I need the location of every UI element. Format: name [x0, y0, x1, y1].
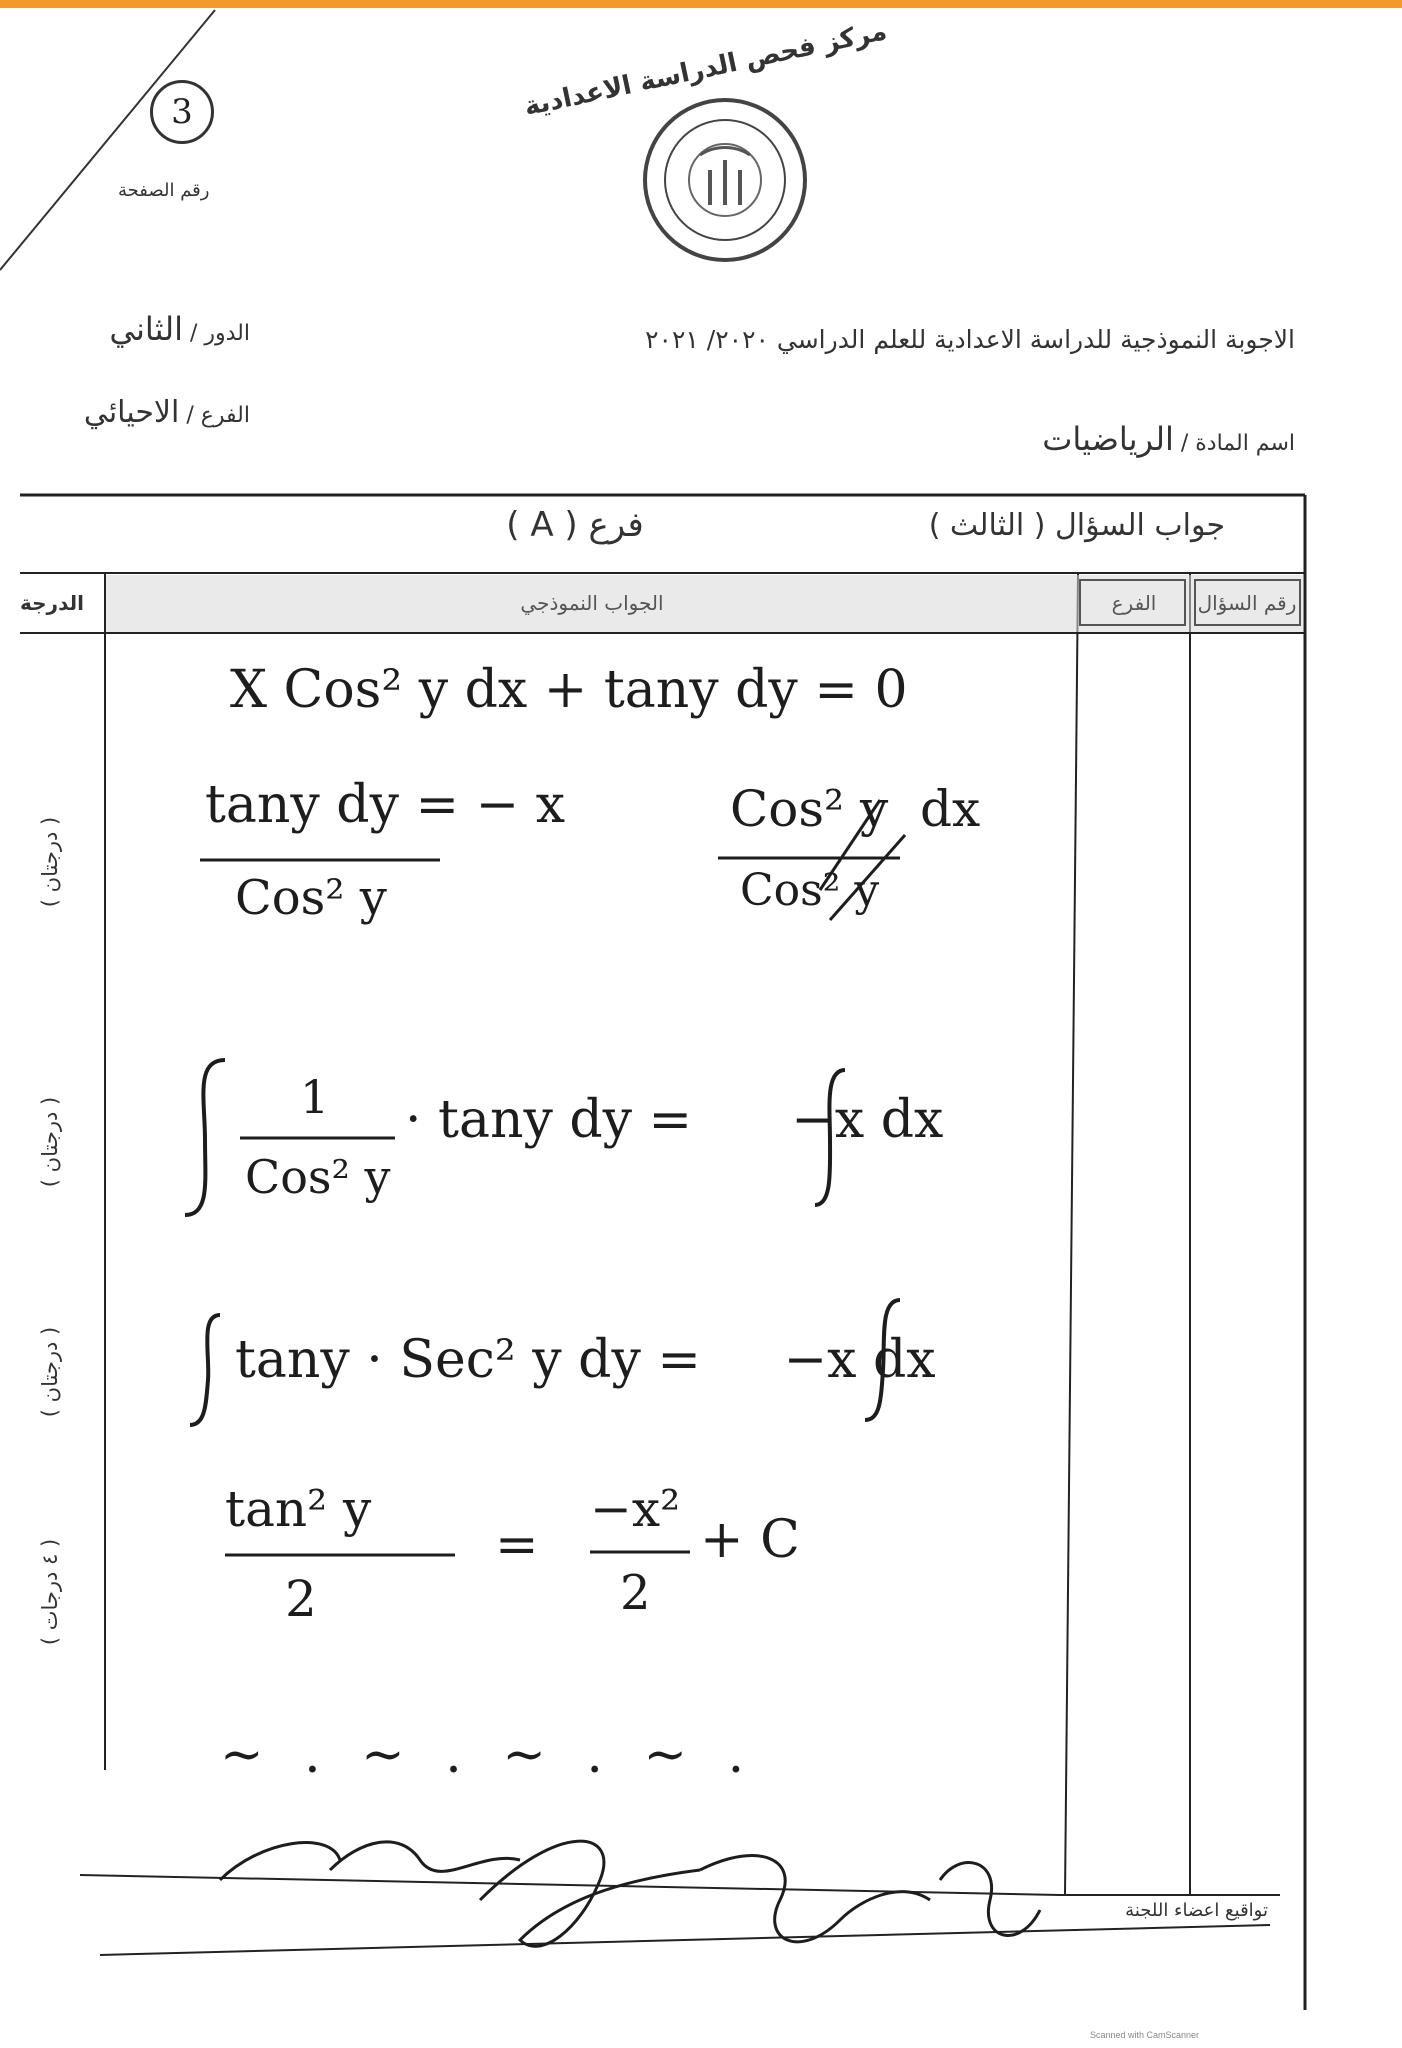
subject-field	[730, 420, 1295, 458]
session-value: الثاني	[109, 310, 183, 348]
subject-label: اسم المادة /	[1180, 431, 1295, 456]
solution-line-3-rest: · tany dy = −x dx	[405, 1090, 944, 1150]
solution-line-3-denominator: Cos² y	[245, 1150, 391, 1204]
grade-annotation: ( درجتان )	[38, 1096, 62, 1188]
solution-line-5-numerator-right: −x²	[590, 1480, 681, 1538]
question-label: جواب السؤال ( الثالث )	[928, 508, 1225, 543]
session-label: الدور /	[189, 321, 250, 346]
solution-line-4: tany · Sec² y dy = −x dx	[235, 1330, 936, 1390]
solution-line-5-constant: + C	[700, 1510, 800, 1570]
question-part-label: فرع ( A )	[506, 505, 644, 545]
solution-line-2-denominator-left: Cos² y	[235, 870, 387, 926]
document-title: الاجوبة النموذجية للدراسة الاعدادية للعلم الدراسي ٢٠٢٠/ ٢٠٢١	[645, 325, 1295, 354]
solution-line-5-denominator-right: 2	[620, 1565, 651, 1621]
branch-label: الفرع /	[186, 403, 250, 428]
col-part: الفرع	[1111, 591, 1157, 615]
scanner-watermark: Scanned with CamScanner	[1090, 2030, 1200, 2040]
subject-value: الرياضيات	[1042, 420, 1174, 458]
col-question-no: رقم السؤال	[1197, 591, 1297, 615]
col-grade: الدرجة	[20, 591, 84, 615]
end-marks: ~ . ~ . ~ . ~ .	[220, 1725, 757, 1785]
solution-line-3-numerator: 1	[300, 1070, 330, 1124]
center-name: مركز فحص الدراسة الاعدادية	[521, 16, 890, 123]
page-number-badge	[150, 80, 214, 144]
branch-field	[0, 395, 250, 430]
grade-annotation: ( درجتان )	[38, 816, 62, 908]
solution-line-2: tany dy = − x	[205, 775, 566, 835]
committee-signatures-label: تواقيع اعضاء اللجنة	[1125, 1900, 1268, 1921]
solution-line-5-numerator-left: tan² y	[225, 1480, 372, 1538]
solution-line-5-equals: =	[495, 1515, 539, 1575]
solution-line-5-denominator-left: 2	[285, 1570, 317, 1628]
solution-line-2-denominator-right: Cos² y	[740, 865, 880, 916]
page-number: 3	[171, 92, 193, 132]
page-number-label: رقم الصفحة	[118, 180, 210, 201]
session-field	[0, 310, 250, 348]
col-answer: الجواب النموذجي	[520, 591, 664, 615]
solution-line-2-numerator: Cos² y dx	[730, 780, 981, 838]
solution-line-1: X Cos² y dx + tany dy = 0	[230, 660, 908, 720]
institution-seal	[640, 95, 810, 265]
branch-value: الاحيائي	[83, 395, 180, 430]
grade-annotation: ( درجتان )	[38, 1326, 62, 1418]
grade-annotation: ( ٤ درجات )	[38, 1538, 62, 1646]
